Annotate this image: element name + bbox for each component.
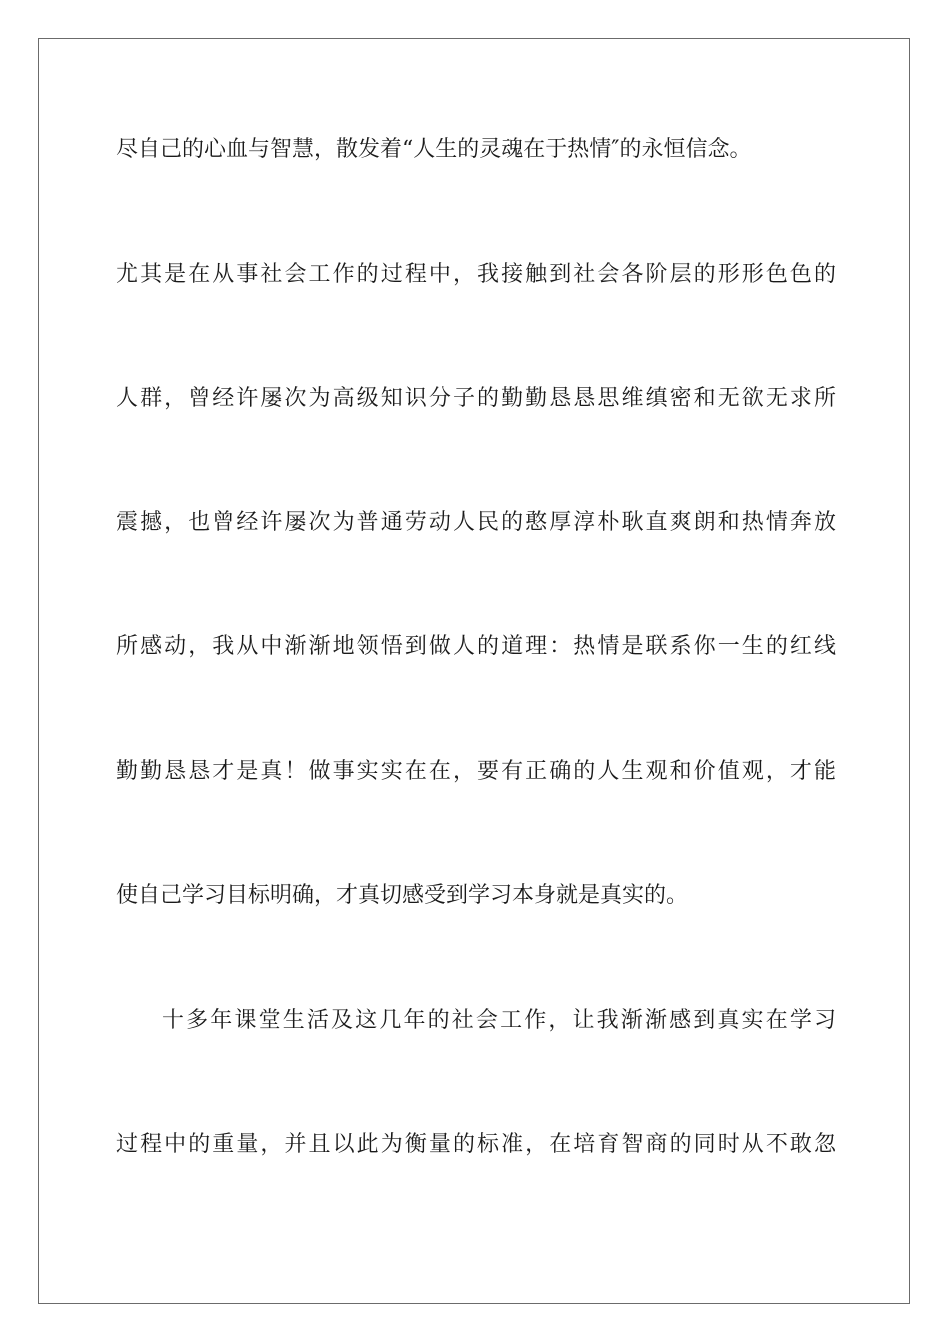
paragraph-line-8: 十多年课堂生活及这几年的社会工作，让我渐渐感到真实在学习 bbox=[162, 1008, 836, 1033]
page-border bbox=[38, 38, 910, 1304]
paragraph-line-1: 尽自己的心血与智慧，散发着“人生的灵魂在于热情″的永恒信念。 bbox=[116, 137, 752, 162]
paragraph-line-7: 使自己学习目标明确，才真切感受到学习本身就是真实的。 bbox=[116, 883, 689, 908]
paragraph-line-2: 尤其是在从事社会工作的过程中，我接触到社会各阶层的形形色色的 bbox=[116, 262, 836, 287]
paragraph-line-3: 人群，曾经许屡次为高级知识分子的勤勤恳恳思维缜密和无欲无求所 bbox=[116, 386, 836, 411]
paragraph-line-4: 震撼，也曾经许屡次为普通劳动人民的憨厚淳朴耿直爽朗和热情奔放 bbox=[116, 510, 836, 535]
paragraph-line-9: 过程中的重量，并且以此为衡量的标准，在培育智商的同时从不敢忽 bbox=[116, 1132, 836, 1157]
paragraph-line-5: 所感动，我从中渐渐地领悟到做人的道理：热情是联系你一生的红线 bbox=[116, 634, 836, 659]
paragraph-line-6: 勤勤恳恳才是真！做事实实在在，要有正确的人生观和价值观，才能 bbox=[116, 759, 836, 784]
